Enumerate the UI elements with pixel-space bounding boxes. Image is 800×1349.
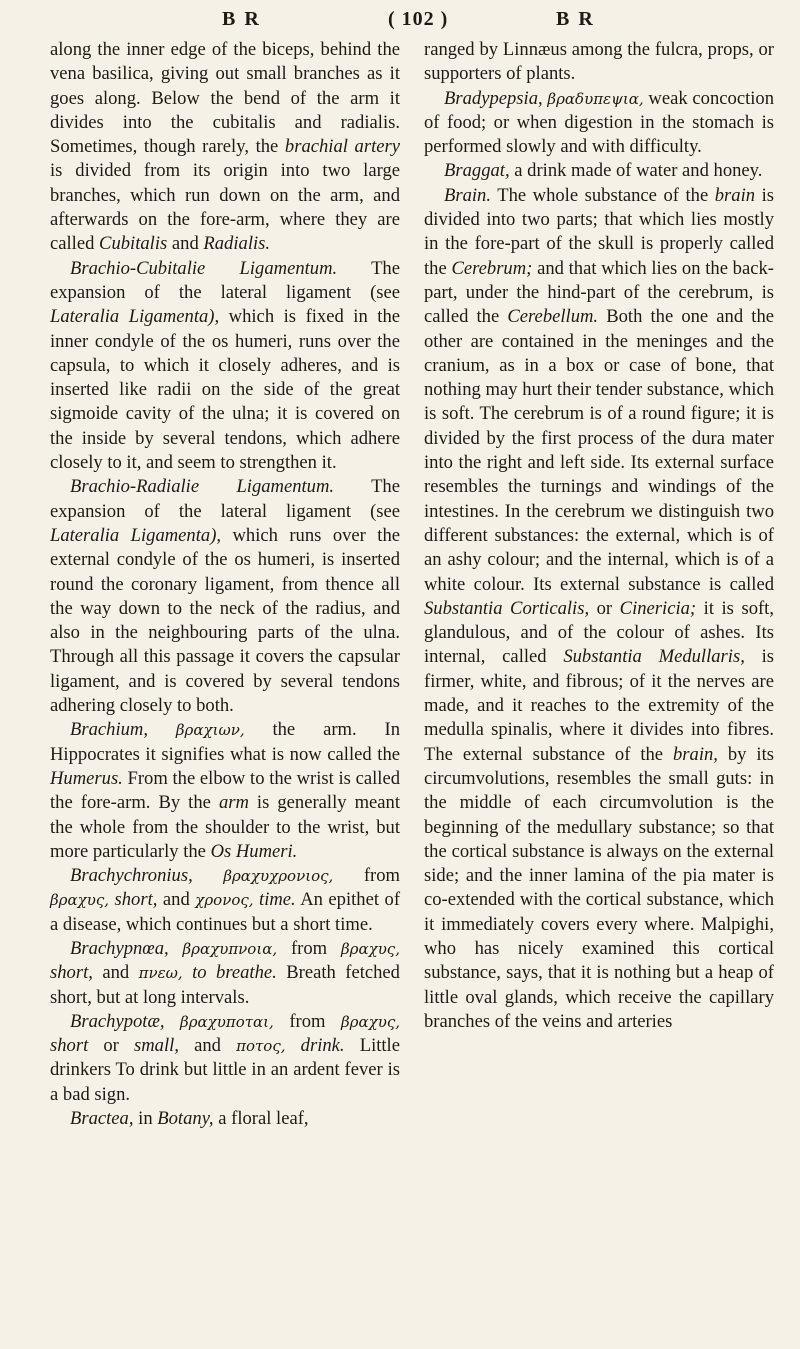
entry-bractea: Bractea, in Botany, a floral leaf,: [70, 1108, 309, 1130]
entry-term: Brain.: [444, 184, 492, 206]
entry-bradypepsia: Bradypepsia, βραδυπεψια, weak concoction of food; or when digestion in the stomach is performed slowly and with difficulty.: [424, 87, 774, 158]
paragraph-bractea-continued: ranged by Linnæus among the fulcra, props, or supporters of plants.: [424, 39, 774, 85]
entry-brain: Brain. The whole substance of the brain is divided into two parts; that which lies mostly in the fore-part of the skull is properly called the Cerebrum; and that which lies on the back-part, under the hind-part of the cerebrum, is called the Cerebellum. Both the one and the other are contained in the meninges and the cranium, as in a box or case of bone, that nothing may hurt their tender substance, which is soft. The cerebrum is of a round figure; it is divided by the first process of the dura mater into the right and left side. Its external surface resembles the turnings and windings of the intestines. In the cerebrum we distinguish two different substances: the external, which is of an ashy colour; and the internal, which is of a white colour. Its external substance is called Substantia Corticalis, or Cinericia; it is soft, glandulous, and of the colour of ashes. Its internal, called Substantia Medullaris, is firmer, white, and fibrous; of it the nerves are made, and it reaches to the extremity of the medulla spinalis, where it divides into fibres. The external substance of the brain, by its circumvolutions, resembles the small guts: in the middle of each circumvolution is the beginning of the medullary substance; so that the cortical substance is always on the external side; and the inner lamina of the pia mater is co-extended with the cortical substance, which it immediately covers every where. Malpighi, who has nicely examined this cortical substance, says, that it is nothing but a heap of little oval glands, which receive the capillary branches of the veins and arteries: [424, 184, 774, 1032]
entry-term: Brachium,: [70, 719, 148, 741]
entry-term: Bradypepsia,: [444, 87, 543, 109]
entry-brachychronius: Brachychronius, βραχυχρονιος, from βραχυς, short, and χρονος, time. An epithet of a disease, which continues but a short time.: [50, 865, 401, 935]
entry-term: Brachypotæ,: [70, 1010, 165, 1032]
entry-brachypnoea: Brachypnœa, βραχυπνοια, from βραχυς, short, and πνεω, to breathe. Breath fetched short, but at long intervals.: [50, 937, 400, 1008]
entry-term: Brachypnœa,: [70, 937, 169, 959]
entry-brachio-radialie: Brachio-Radialie Ligamentum. The expansion of the lateral ligament (see Lateralia Ligamenta), which runs over the external condyle of the os humeri, is inserted round the coronary ligament, from thence all the way down to the neck of the radius, and also in the neighbouring parts of the ulna. Through all this passage it covers the capsular ligament, and is covered by several tendons adhering closely to both.: [50, 476, 401, 717]
right-column: [424, 38, 774, 1131]
left-column: [50, 38, 400, 1131]
entry-term: Brachychronius,: [70, 865, 193, 887]
entry-term: Brachio-Cubitalie Ligamentum.: [70, 257, 338, 279]
entry-braggat: Braggat, a drink made of water and honey.: [444, 160, 763, 182]
page-number: ( 102 ): [388, 8, 449, 30]
entry-term: Brachio-Radialie Ligamentum.: [70, 476, 335, 498]
entry-term: Bractea,: [70, 1108, 134, 1130]
running-header: [0, 0, 800, 40]
header-right-letters: B R: [556, 8, 595, 30]
entry-term: Braggat,: [444, 160, 510, 182]
entry-brachium: Brachium, βραχιων, the arm. In Hippocrates it signifies what is now called the Humerus. From the elbow to the wrist is called the fore-arm. By the arm is generally meant the whole from the shoulder to the wrist, but more particularly the Os Humeri.: [50, 719, 401, 862]
entry-brachio-cubitalie: Brachio-Cubitalie Ligamentum. The expansion of the lateral ligament (see Lateralia Ligamenta), which is fixed in the inner condyle of the os humeri, runs over the capsula, to which it closely adheres, and is inserted like radii on the side of the great sigmoide cavity of the ulna; it is covered on the inside by several tendons, which adhere closely to it, and seem to strengthen it.: [50, 257, 401, 474]
header-left-letters: B R: [222, 8, 261, 30]
text-columns: [50, 38, 774, 1131]
paragraph-brachial-artery: along the inner edge of the biceps, behind the vena basilica, giving out small branches as it goes along. Below the bend of the arm it divides into the cubitalis and radialis. Sometimes, though rarely, the brachial artery is divided from its origin into two large branches, which run down on the arm, and afterwards on the fore-arm, where they are called Cubitalis and Radialis.: [50, 39, 400, 255]
entry-brachypotae: Brachypotæ, βραχυποται, from βραχυς, short or small, and ποτος, drink. Little drinkers To drink but little in an ardent fever is a bad sign.: [50, 1010, 400, 1105]
